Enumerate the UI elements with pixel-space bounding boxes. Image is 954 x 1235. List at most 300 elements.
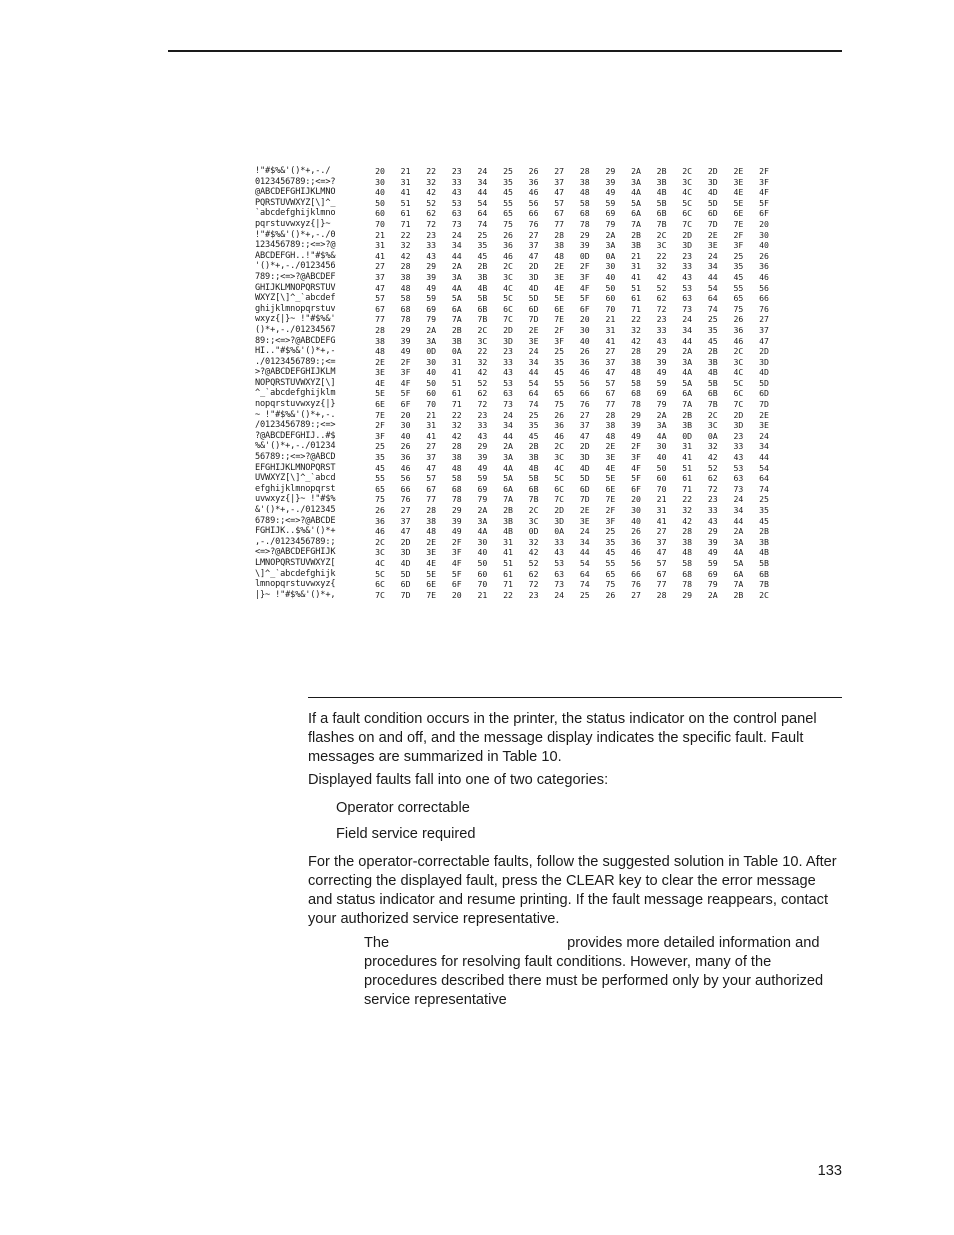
hex-code: 6C bbox=[554, 483, 565, 494]
hex-code: 4E bbox=[426, 557, 437, 568]
hex-code: 63 bbox=[503, 388, 513, 399]
hex-code: 79 bbox=[707, 579, 718, 590]
hex-code: 59 bbox=[656, 377, 667, 388]
hex-code: 59 bbox=[605, 197, 616, 208]
hex-code: 3F bbox=[451, 547, 462, 558]
hex-code: 48 bbox=[400, 282, 411, 293]
hex-code: 56 bbox=[400, 473, 411, 484]
hex-code: 55 bbox=[554, 377, 565, 388]
hex-code: 7C bbox=[554, 494, 565, 505]
hex-code: 6B bbox=[707, 388, 718, 399]
hex-code: 5B bbox=[477, 293, 488, 304]
hex-code: 51 bbox=[631, 282, 641, 293]
hex-code: 29 bbox=[605, 166, 616, 176]
hex-code: 35 bbox=[733, 261, 744, 272]
hex-code: 79 bbox=[605, 218, 616, 229]
hex-dump-row bbox=[255, 357, 775, 368]
hex-code: 72 bbox=[477, 399, 488, 410]
hex-dump-chars: `abcdefghijklmno bbox=[255, 208, 336, 219]
hex-code: 3A bbox=[656, 420, 667, 431]
hex-dump-chars: uvwxyz{|}~ !"#$% bbox=[255, 494, 336, 505]
hex-code: 3E bbox=[605, 452, 616, 463]
hex-code: 72 bbox=[426, 218, 437, 229]
hex-code: 3D bbox=[733, 420, 744, 431]
hex-code: 5D bbox=[759, 377, 769, 388]
hex-code: 5E bbox=[605, 473, 616, 484]
hex-code: 25 bbox=[477, 229, 488, 240]
hex-code: 54 bbox=[707, 282, 718, 293]
hex-code: 54 bbox=[528, 377, 539, 388]
hex-code: 36 bbox=[554, 420, 565, 431]
hex-code: 4F bbox=[451, 557, 462, 568]
hex-code: 75 bbox=[733, 303, 744, 314]
hex-code: 64 bbox=[707, 293, 718, 304]
hex-code: 7B bbox=[477, 314, 488, 325]
hex-code: 60 bbox=[605, 293, 616, 304]
hex-code: 32 bbox=[426, 176, 437, 187]
hex-code: 7A bbox=[682, 399, 693, 410]
hex-code: 31 bbox=[503, 536, 513, 547]
hex-code: 5D bbox=[400, 568, 411, 579]
hex-code: 7C bbox=[375, 589, 385, 600]
hex-code: 34 bbox=[682, 324, 693, 335]
hex-dump-row bbox=[255, 441, 775, 452]
hex-code: 45 bbox=[605, 547, 616, 558]
hex-code: 34 bbox=[528, 356, 539, 367]
hex-code: 21 bbox=[631, 250, 641, 261]
hex-code: 62 bbox=[528, 568, 539, 579]
hex-code: 3B bbox=[451, 335, 462, 346]
hex-code: 47 bbox=[759, 335, 769, 346]
hex-code: 74 bbox=[707, 303, 718, 314]
hex-code: 47 bbox=[656, 547, 667, 558]
hex-dump-row bbox=[255, 399, 775, 410]
hex-code: 54 bbox=[579, 557, 590, 568]
hex-code: 60 bbox=[477, 568, 488, 579]
hex-code: 26 bbox=[733, 314, 744, 325]
hex-dump-chars: ^_`abcdefghijklm bbox=[255, 388, 336, 399]
hex-code: 6E bbox=[733, 208, 744, 219]
hex-code: 3B bbox=[656, 176, 667, 187]
hex-code: 35 bbox=[528, 420, 539, 431]
hex-dump-chars: GHIJKLMNOPQRSTUV bbox=[255, 282, 336, 293]
hex-code: 78 bbox=[451, 494, 462, 505]
hex-code: 3E bbox=[733, 176, 744, 187]
hex-dump-chars: NOPQRSTUVWXYZ[\] bbox=[255, 377, 336, 388]
hex-dump-chars: UVWXYZ[\]^_`abcd bbox=[255, 473, 336, 484]
hex-dump-chars: PQRSTUVWXYZ[\]^_ bbox=[255, 197, 336, 208]
hex-code: 62 bbox=[656, 293, 667, 304]
hex-code: 4F bbox=[759, 187, 769, 198]
hex-code: 52 bbox=[426, 197, 437, 208]
hex-code: 6B bbox=[759, 568, 769, 579]
hex-code: 2C bbox=[503, 261, 513, 272]
hex-code: 2C bbox=[682, 166, 693, 176]
hex-dump-chars: >?@ABCDEFGHIJKLM bbox=[255, 367, 336, 378]
hex-code: 23 bbox=[477, 409, 488, 420]
hex-code: 33 bbox=[733, 441, 744, 452]
hex-code: 45 bbox=[375, 462, 385, 473]
hex-code: 43 bbox=[682, 271, 693, 282]
hex-code: 57 bbox=[605, 377, 616, 388]
hex-code: 29 bbox=[707, 526, 718, 537]
hex-code: 27 bbox=[579, 409, 590, 420]
hex-code: 27 bbox=[528, 229, 539, 240]
hex-dump-row bbox=[255, 219, 775, 230]
hex-code: 46 bbox=[528, 187, 539, 198]
hex-code: 3C bbox=[375, 547, 385, 558]
hex-code: 7D bbox=[528, 314, 539, 325]
hex-code: 45 bbox=[733, 271, 744, 282]
hex-code: 39 bbox=[579, 240, 590, 251]
hex-code: 2C bbox=[375, 536, 385, 547]
hex-code: 20 bbox=[375, 166, 385, 176]
hex-code: 28 bbox=[375, 324, 385, 335]
hex-code: 34 bbox=[477, 176, 488, 187]
hex-code: 3A bbox=[631, 176, 641, 187]
hex-code: 7A bbox=[503, 494, 513, 505]
hex-code: 29 bbox=[656, 346, 667, 357]
hex-code: 20 bbox=[631, 494, 641, 505]
hex-code: 47 bbox=[375, 282, 385, 293]
hex-code: 6D bbox=[707, 208, 718, 219]
hex-code: 66 bbox=[400, 483, 411, 494]
hex-code: 5E bbox=[554, 293, 565, 304]
hex-code: 53 bbox=[503, 377, 513, 388]
hex-code: 61 bbox=[631, 293, 641, 304]
hex-code: 25 bbox=[579, 589, 590, 600]
hex-dump-chars: ,-./0123456789:; bbox=[255, 536, 336, 547]
hex-dump-row bbox=[255, 314, 775, 325]
hex-code: 50 bbox=[375, 197, 385, 208]
hex-code: 37 bbox=[656, 536, 667, 547]
hex-code: 26 bbox=[605, 589, 616, 600]
hex-code: 47 bbox=[554, 187, 565, 198]
hex-code: 26 bbox=[503, 229, 513, 240]
hex-dump-row bbox=[255, 261, 775, 272]
hex-code: 21 bbox=[400, 166, 411, 176]
hex-code: 67 bbox=[656, 568, 667, 579]
hex-code: 6A bbox=[503, 483, 513, 494]
hex-code: 40 bbox=[400, 430, 411, 441]
hex-code: 33 bbox=[477, 420, 488, 431]
hex-code: 2A bbox=[605, 229, 616, 240]
hex-code: 5B bbox=[656, 197, 667, 208]
hex-code: 42 bbox=[426, 187, 437, 198]
hex-code: 7A bbox=[733, 579, 744, 590]
hex-code: 29 bbox=[400, 324, 411, 335]
hex-code: 68 bbox=[400, 303, 411, 314]
hex-code: 20 bbox=[451, 589, 462, 600]
hex-code: 47 bbox=[605, 367, 616, 378]
hex-code: 39 bbox=[400, 335, 411, 346]
hex-code: 29 bbox=[579, 229, 590, 240]
hex-code: 70 bbox=[375, 218, 385, 229]
hex-code: 79 bbox=[426, 314, 437, 325]
hex-code: 26 bbox=[400, 441, 411, 452]
hex-code: 5D bbox=[528, 293, 539, 304]
hex-code: 51 bbox=[503, 557, 513, 568]
hex-code: 45 bbox=[477, 250, 488, 261]
hex-code: 39 bbox=[605, 176, 616, 187]
hex-code: 4F bbox=[631, 462, 641, 473]
hex-code: 5E bbox=[375, 388, 385, 399]
hex-code: 3D bbox=[503, 335, 513, 346]
hex-code: 58 bbox=[579, 197, 590, 208]
hex-code: 43 bbox=[451, 187, 462, 198]
hex-code: 28 bbox=[579, 166, 590, 176]
hex-code: 5D bbox=[579, 473, 590, 484]
hex-code: 41 bbox=[631, 271, 641, 282]
hex-code: 4A bbox=[733, 547, 744, 558]
hex-code: 2B bbox=[656, 166, 667, 176]
hex-code: 3E bbox=[528, 335, 539, 346]
hex-code: 54 bbox=[477, 197, 488, 208]
hex-code: 0A bbox=[451, 346, 462, 357]
hex-code: 3D bbox=[554, 515, 565, 526]
hex-code: 47 bbox=[426, 462, 437, 473]
hex-code: 36 bbox=[528, 176, 539, 187]
hex-code: 65 bbox=[605, 568, 616, 579]
hex-code: 2B bbox=[707, 346, 718, 357]
hex-code: 49 bbox=[631, 430, 641, 441]
hex-code: 49 bbox=[656, 367, 667, 378]
hex-code: 48 bbox=[554, 250, 565, 261]
hex-code: 2E bbox=[375, 356, 385, 367]
hex-code: 44 bbox=[759, 452, 769, 463]
hex-code: 3A bbox=[605, 240, 616, 251]
hex-code: 58 bbox=[451, 473, 462, 484]
hex-code: 31 bbox=[375, 240, 385, 251]
hex-code: 24 bbox=[477, 166, 488, 176]
hex-code: 73 bbox=[733, 483, 744, 494]
hex-code: 79 bbox=[656, 399, 667, 410]
hex-code: 43 bbox=[656, 335, 667, 346]
hex-dump-row bbox=[255, 569, 775, 580]
hex-code: 42 bbox=[477, 367, 488, 378]
hex-code: 2B bbox=[733, 589, 744, 600]
hex-code: 2A bbox=[631, 166, 641, 176]
hex-code: 49 bbox=[605, 187, 616, 198]
hex-code: 68 bbox=[579, 208, 590, 219]
categories-paragraph: Displayed faults fall into one of two categories: bbox=[308, 772, 609, 788]
hex-code: 73 bbox=[554, 579, 565, 590]
hex-code: 26 bbox=[759, 250, 769, 261]
hex-code: 6B bbox=[477, 303, 488, 314]
hex-code: 22 bbox=[656, 250, 667, 261]
hex-code: 7C bbox=[682, 218, 693, 229]
hex-code: 60 bbox=[656, 473, 667, 484]
hex-code: 69 bbox=[477, 483, 488, 494]
hex-code: 68 bbox=[631, 388, 641, 399]
hex-dump-chars: /0123456789:;<=> bbox=[255, 420, 336, 431]
hex-code: 57 bbox=[426, 473, 437, 484]
hex-code: 2C bbox=[477, 324, 488, 335]
hex-code: 3D bbox=[528, 271, 539, 282]
hex-dump-row bbox=[255, 420, 775, 431]
hex-code: 43 bbox=[503, 367, 513, 378]
hex-code: 24 bbox=[579, 526, 590, 537]
hex-code: 6D bbox=[579, 483, 590, 494]
hex-dump-row bbox=[255, 251, 775, 262]
hex-code: 64 bbox=[579, 568, 590, 579]
hex-code: 4E bbox=[605, 462, 616, 473]
hex-code: 4C bbox=[554, 462, 565, 473]
hex-dump-row bbox=[255, 346, 775, 357]
hex-code: 50 bbox=[605, 282, 616, 293]
hex-code: 32 bbox=[477, 356, 488, 367]
hex-code: 0D bbox=[528, 526, 539, 537]
hex-code: 2C bbox=[656, 229, 667, 240]
hex-dump-chars: 89:;<=>?@ABCDEFG bbox=[255, 335, 336, 346]
hex-code: 45 bbox=[503, 187, 513, 198]
hex-code: 26 bbox=[631, 526, 641, 537]
hex-dump-row bbox=[255, 293, 775, 304]
hex-code: 2F bbox=[451, 536, 462, 547]
hex-code: 28 bbox=[682, 526, 693, 537]
hex-code: 28 bbox=[400, 261, 411, 272]
hex-code: 37 bbox=[554, 176, 565, 187]
hex-code: 66 bbox=[528, 208, 539, 219]
hex-code: 40 bbox=[477, 547, 488, 558]
hex-code: 2F bbox=[631, 441, 641, 452]
hex-code: 38 bbox=[426, 515, 437, 526]
hex-code: 24 bbox=[503, 409, 513, 420]
hex-dump-chars: 56789:;<=>?@ABCD bbox=[255, 452, 336, 463]
hex-code: 53 bbox=[682, 282, 693, 293]
hex-code: 30 bbox=[477, 536, 488, 547]
hex-code: 23 bbox=[451, 166, 462, 176]
hex-code: 36 bbox=[503, 240, 513, 251]
hex-code: 41 bbox=[605, 335, 616, 346]
hex-code: 6F bbox=[579, 303, 590, 314]
hex-code: 77 bbox=[375, 314, 385, 325]
hex-code: 2E bbox=[528, 324, 539, 335]
hex-code: 42 bbox=[631, 335, 641, 346]
hex-code: 24 bbox=[707, 250, 718, 261]
hex-code: 32 bbox=[631, 324, 641, 335]
hex-code: 5E bbox=[426, 568, 437, 579]
hex-code: 66 bbox=[579, 388, 590, 399]
hex-dump-row bbox=[255, 283, 775, 294]
hex-dump-row bbox=[255, 272, 775, 283]
hex-code: 24 bbox=[682, 314, 693, 325]
hex-code: 3E bbox=[759, 420, 769, 431]
hex-code: 68 bbox=[451, 483, 462, 494]
hex-code: 33 bbox=[656, 324, 667, 335]
hex-code: 21 bbox=[375, 229, 385, 240]
hex-code: 6A bbox=[631, 208, 641, 219]
hex-code: 4F bbox=[579, 282, 590, 293]
hex-code: 2E bbox=[759, 409, 769, 420]
hex-code: 41 bbox=[400, 187, 411, 198]
hex-code: 4B bbox=[656, 187, 667, 198]
hex-code: 4A bbox=[656, 430, 667, 441]
hex-code: 69 bbox=[605, 208, 616, 219]
hex-code: 3B bbox=[707, 356, 718, 367]
hex-code: 23 bbox=[426, 229, 437, 240]
hex-code: 56 bbox=[579, 377, 590, 388]
hex-code: 67 bbox=[426, 483, 437, 494]
hex-dump-row bbox=[255, 230, 775, 241]
hex-code: 73 bbox=[682, 303, 693, 314]
hex-code: 4D bbox=[528, 282, 539, 293]
hex-code: 3E bbox=[375, 367, 385, 378]
hex-code: 2A bbox=[477, 505, 488, 515]
hex-code: 49 bbox=[477, 462, 488, 473]
hex-code: 3C bbox=[554, 452, 565, 463]
hex-code: 2D bbox=[503, 324, 513, 335]
hex-code: 32 bbox=[451, 420, 462, 431]
hex-code: 26 bbox=[375, 505, 385, 515]
hex-code: 0D bbox=[682, 430, 693, 441]
hex-code: 34 bbox=[733, 505, 744, 515]
hex-code: 49 bbox=[451, 526, 462, 537]
hex-code: 4E bbox=[554, 282, 565, 293]
hex-code: 4C bbox=[503, 282, 513, 293]
hex-code: 35 bbox=[477, 240, 488, 251]
hex-code: 70 bbox=[656, 483, 667, 494]
hex-code: 2D bbox=[554, 505, 565, 515]
hex-code: 7D bbox=[579, 494, 590, 505]
hex-dump-chars: \]^_`abcdefghijk bbox=[255, 568, 336, 579]
hex-code: 61 bbox=[451, 388, 462, 399]
hex-code: 75 bbox=[503, 218, 513, 229]
hex-code: 78 bbox=[682, 579, 693, 590]
hex-code: 5F bbox=[631, 473, 641, 484]
hex-code: 32 bbox=[528, 536, 539, 547]
hex-dump-chars: lmnopqrstuvwxyz{ bbox=[255, 579, 336, 590]
hex-dump-row bbox=[255, 410, 775, 421]
hex-dump-row bbox=[255, 473, 775, 484]
hex-code: 2E bbox=[579, 505, 590, 515]
hex-code: 40 bbox=[375, 187, 385, 198]
hex-code: 3A bbox=[426, 335, 437, 346]
hex-code: 2A bbox=[707, 589, 718, 600]
hex-code: 24 bbox=[528, 346, 539, 357]
hex-dump-row bbox=[255, 208, 775, 219]
hex-code: 27 bbox=[759, 314, 769, 325]
hex-code: 0A bbox=[605, 250, 616, 261]
hex-code: 3E bbox=[707, 240, 718, 251]
hex-code: 57 bbox=[375, 293, 385, 304]
hex-code: 4D bbox=[400, 557, 411, 568]
hex-code: 46 bbox=[400, 462, 411, 473]
hex-code: 61 bbox=[682, 473, 693, 484]
hex-dump-row bbox=[255, 590, 775, 601]
hex-code: 67 bbox=[375, 303, 385, 314]
hex-dump-chars: @ABCDEFGHIJKLMNO bbox=[255, 187, 336, 198]
hex-code: 69 bbox=[707, 568, 718, 579]
hex-code: 3A bbox=[733, 536, 744, 547]
hex-code: 77 bbox=[605, 399, 616, 410]
hex-code: 6C bbox=[682, 208, 693, 219]
hex-code: 22 bbox=[451, 409, 462, 420]
hex-code: 2F bbox=[554, 324, 565, 335]
hex-code: 60 bbox=[426, 388, 437, 399]
hex-code: 5A bbox=[682, 377, 693, 388]
hex-code: 7B bbox=[656, 218, 667, 229]
hex-code: 35 bbox=[503, 176, 513, 187]
hex-code: 2F bbox=[579, 261, 590, 272]
hex-code: 28 bbox=[451, 441, 462, 452]
hex-code: 3D bbox=[682, 240, 693, 251]
hex-code: 59 bbox=[477, 473, 488, 484]
hex-code: 74 bbox=[759, 483, 769, 494]
hex-code: 30 bbox=[759, 229, 769, 240]
hex-code: 34 bbox=[707, 261, 718, 272]
hex-code: 29 bbox=[426, 261, 437, 272]
